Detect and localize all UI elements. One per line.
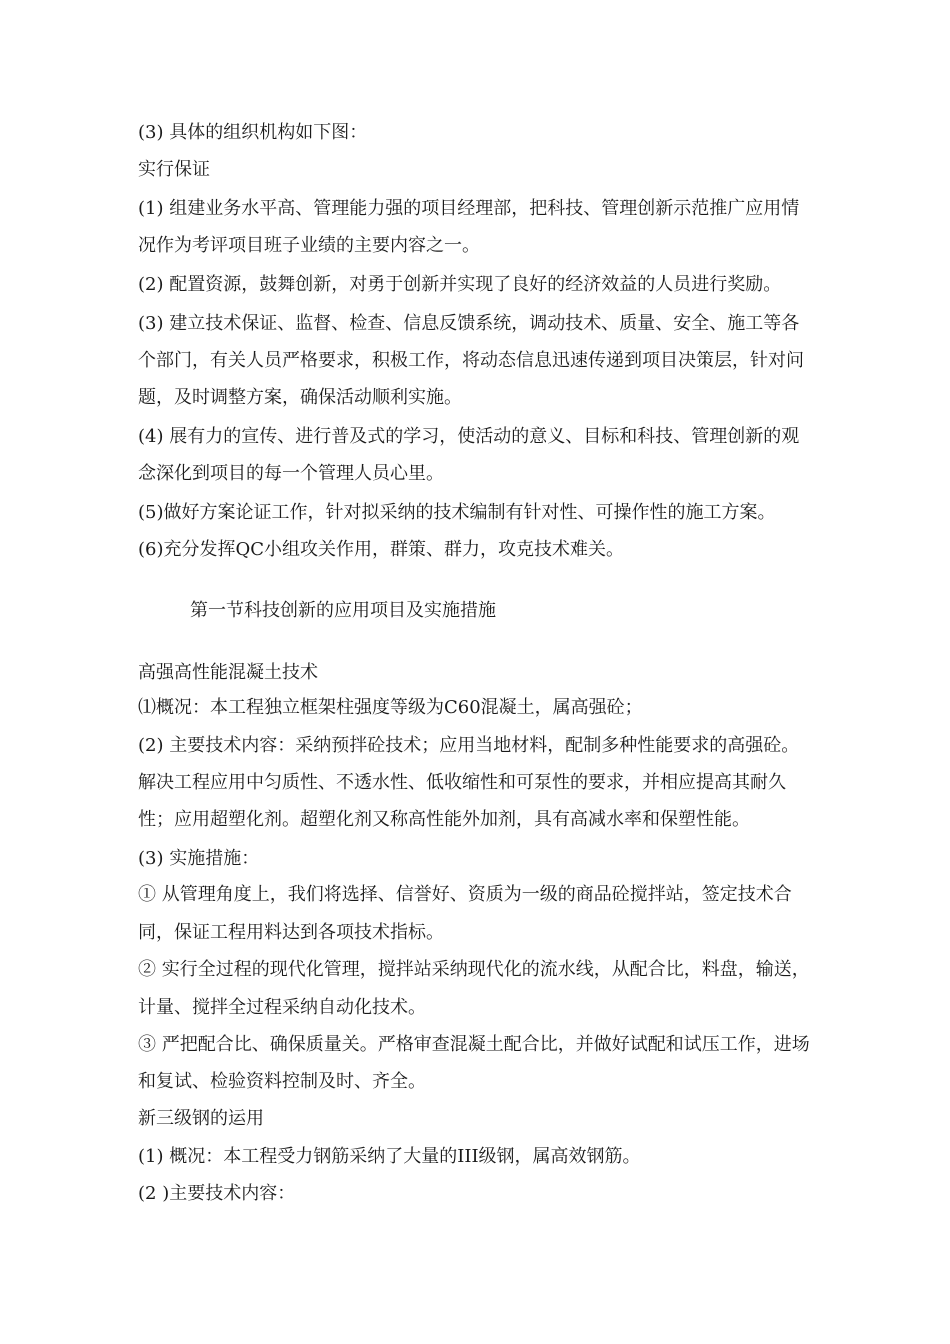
- paragraph-line: (2 )主要技术内容：: [138, 1183, 296, 1204]
- paragraph-line: (3) 具体的组织机构如下图：: [138, 122, 368, 143]
- paragraph-line: (6)充分发挥QC小组攻关作用，群策、群力，攻克技术难关。: [138, 539, 625, 560]
- paragraph-line: ③ 严把配合比、确保质量关。严格审查混凝土配合比，并做好试配和试压工作，进场: [138, 1034, 810, 1055]
- paragraph-line: (4) 展有力的宣传、进行普及式的学习，使活动的意义、目标和科技、管理创新的观: [138, 426, 800, 447]
- paragraph-line: (2) 配置资源，鼓舞创新，对勇于创新并实现了良好的经济效益的人员进行奖励。: [138, 274, 782, 295]
- paragraph-line: (1) 概况：本工程受力钢筋采纳了大量的III级钢，属高效钢筋。: [138, 1146, 641, 1167]
- paragraph-line: ① 从管理角度上，我们将选择、信誉好、资质为一级的商品砼搅拌站，签定技术合: [138, 884, 792, 905]
- paragraph-line: 解决工程应用中匀质性、不透水性、低收缩性和可泵性的要求，并相应提高其耐久: [138, 772, 786, 793]
- paragraph-line: 计量、搅拌全过程采纳自动化技术。: [138, 997, 426, 1018]
- subsection-heading: 高强高性能混凝土技术: [138, 662, 318, 683]
- paragraph-line: (3) 建立技术保证、监督、检查、信息反馈系统，调动技术、质量、安全、施工等各: [138, 313, 800, 334]
- paragraph-line: 性；应用超塑化剂。超塑化剂又称高性能外加剂，具有高减水率和保塑性能。: [138, 809, 750, 830]
- paragraph-line: 和复试、检验资料控制及时、齐全。: [138, 1071, 426, 1092]
- paragraph-line: (3) 实施措施：: [138, 848, 260, 869]
- paragraph-line: 题，及时调整方案，确保活动顺利实施。: [138, 387, 462, 408]
- paragraph-line: (2) 主要技术内容：采纳预拌砼技术；应用当地材料，配制多种性能要求的高强砼。: [138, 735, 800, 756]
- paragraph-line: 同，保证工程用料达到各项技术指标。: [138, 922, 444, 943]
- paragraph-line: ② 实行全过程的现代化管理，搅拌站采纳现代化的流水线，从配合比，料盘，输送，: [138, 959, 810, 980]
- section-title: 第一节科技创新的应用项目及实施措施: [190, 600, 496, 621]
- paragraph-line: ⑴概况：本工程独立框架柱强度等级为C60混凝土，属高强砼；: [138, 697, 643, 718]
- subsection-heading: 新三级钢的运用: [138, 1108, 264, 1129]
- paragraph-line: 个部门，有关人员严格要求，积极工作，将动态信息迅速传递到项目决策层，针对问: [138, 350, 804, 371]
- paragraph-line: (1) 组建业务水平高、管理能力强的项目经理部，把科技、管理创新示范推广应用情: [138, 198, 800, 219]
- section-label: 实行保证: [138, 159, 210, 180]
- paragraph-line: 念深化到项目的每一个管理人员心里。: [138, 463, 444, 484]
- paragraph-line: 况作为考评项目班子业绩的主要内容之一。: [138, 235, 480, 256]
- paragraph-line: (5)做好方案论证工作，针对拟采纳的技术编制有针对性、可操作性的施工方案。: [138, 502, 776, 523]
